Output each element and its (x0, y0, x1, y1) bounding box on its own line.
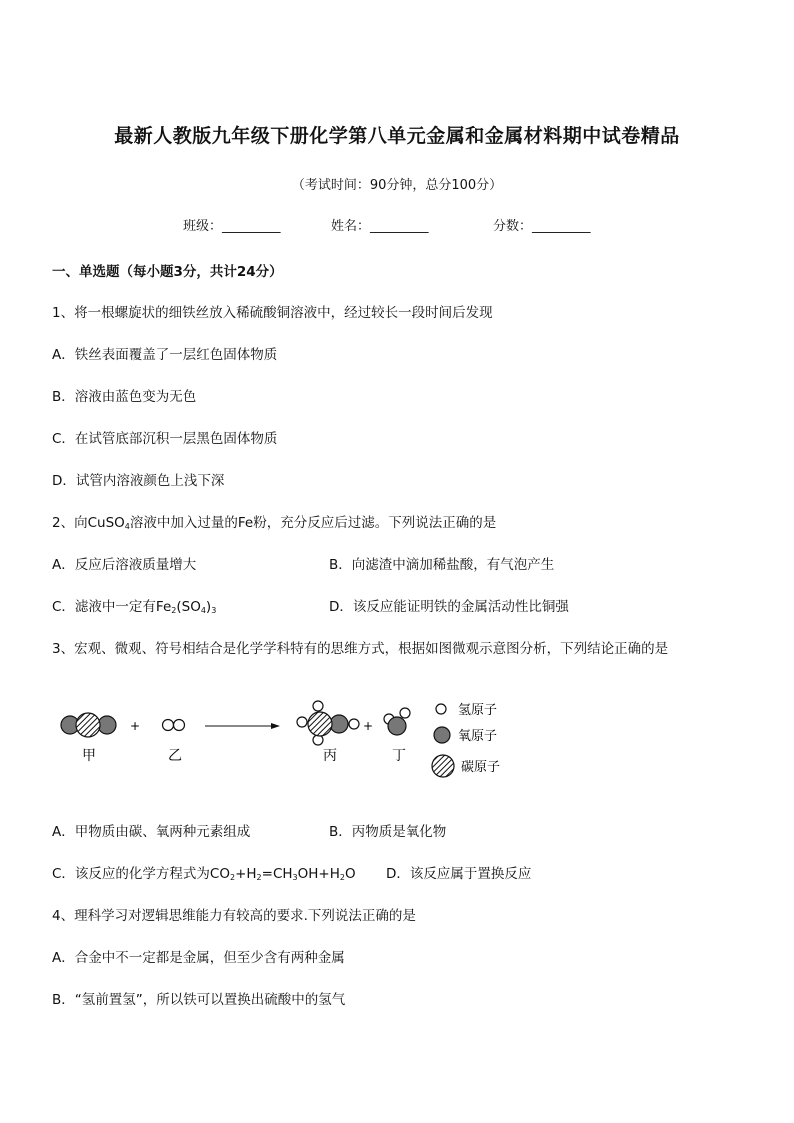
question-3-option-a[interactable]: A．甲物质由碳、氧两种元素组成 (52, 824, 251, 840)
question-1-option-a[interactable]: A．铁丝表面覆盖了一层红色固体物质 (52, 347, 278, 363)
question-2-stem: 2、向CuSO$_4$溶液中加入过量的Fe粉，充分反应后过滤。下列说法正确的是 (52, 515, 497, 531)
legend-carbon: 碳原子 (461, 760, 501, 775)
question-4-stem: 4、理科学习对逻辑思维能力有较高的要求.下列说法正确的是 (52, 908, 416, 924)
molecule-bing (297, 701, 359, 745)
label-bing: 丙 (323, 748, 337, 764)
page-title: 最新人教版九年级下册化学第八单元金属和金属材料期中试卷精品 (114, 125, 680, 147)
question-1-option-c[interactable]: C．在试管底部沉积一层黑色固体物质 (52, 431, 278, 447)
label-yi: 乙 (168, 748, 182, 764)
question-3-option-b[interactable]: B．丙物质是氧化物 (329, 824, 447, 840)
molecule-yi (163, 720, 185, 731)
molecule-diagram (0, 690, 794, 790)
score-field: 分数：_________ (493, 219, 591, 234)
question-4-option-a[interactable]: A．合金中不一定都是金属，但至少含有两种金属 (52, 950, 345, 966)
legend-hydrogen: 氢原子 (458, 703, 498, 718)
section-heading: 一、单选题（每小题3分，共计24分） (52, 264, 283, 280)
question-3-stem: 3、宏观、微观、符号相结合是化学学科特有的思维方式，根据如图微观示意图分析，下列结论正确的是 (52, 641, 669, 657)
atom-legend (432, 703, 500, 777)
class-field: 班级：_________ (183, 219, 281, 234)
label-ding: 丁 (392, 748, 406, 764)
label-jia: 甲 (82, 748, 96, 764)
exam-info: （考试时间：90分钟，总分100分） (291, 178, 503, 193)
reaction-arrow (205, 723, 280, 729)
molecule-jia (61, 713, 116, 737)
question-2-option-a[interactable]: A．反应后溶液质量增大 (52, 557, 197, 573)
plus-sign-2: + (362, 719, 374, 733)
carbon-atom-icon (432, 755, 454, 777)
oxygen-atom-icon (434, 727, 450, 743)
question-1-stem: 1、将一根螺旋状的细铁丝放入稀硫酸铜溶液中，经过较长一段时间后发现 (52, 305, 493, 321)
legend-oxygen: 氧原子 (458, 729, 498, 744)
question-2-option-d[interactable]: D．该反应能证明铁的金属活动性比铜强 (329, 599, 569, 615)
question-3-option-c[interactable]: C．该反应的化学方程式为$CO_2+H_2=CH_3OH+H_2O$ (52, 866, 356, 882)
question-1-option-b[interactable]: B．溶液由蓝色变为无色 (52, 389, 197, 405)
molecule-ding (384, 708, 410, 735)
question-4-option-b[interactable]: B．“氢前置氢”，所以铁可以置换出硫酸中的氢气 (52, 992, 346, 1008)
question-3-option-d[interactable]: D．该反应属于置换反应 (386, 866, 532, 882)
plus-sign-1: + (129, 719, 141, 733)
name-field: 姓名：_________ (331, 219, 429, 234)
question-2-option-c[interactable]: C．滤液中一定有$Fe_2(SO_4)_3$ (52, 599, 217, 615)
hydrogen-atom-icon (436, 704, 446, 714)
question-2-option-b[interactable]: B．向滤渣中滴加稀盐酸，有气泡产生 (329, 557, 555, 573)
question-1-option-d[interactable]: D．试管内溶液颜色上浅下深 (52, 473, 225, 489)
